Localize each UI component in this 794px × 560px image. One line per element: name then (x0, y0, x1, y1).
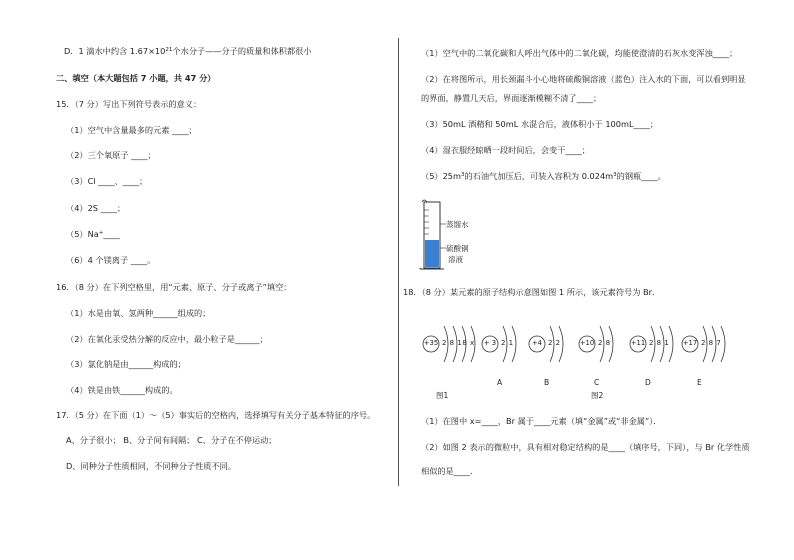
atom-letter: B (544, 378, 550, 387)
r-item-4: （4）湿衣服经晾晒一段时间后，会变干____； (421, 145, 590, 155)
r-item-5-a: （5）25m (421, 171, 461, 181)
r-item-5-sup2: 3 (613, 172, 617, 178)
q15-item-2: （2）三个氧原子 ____； (66, 150, 156, 160)
q18-part2: （2）如图 2 表示的微粒中，具有相对稳定结构的是____（填序号，下同），与 Br 化学性质 (421, 442, 750, 452)
nucleus-charge: +11 (630, 339, 646, 347)
label-cuso4-1: 硫酸铜 (446, 244, 469, 253)
q17-stem: 17．（5 分）在下面（1）～（5）事实后的空格内，选择填写有关分子基本特征的序号。 (56, 410, 376, 420)
q18-stem: 18．（8 分）某元素的原子结构示意图如图 1 所示，该元素符号为 Br． (403, 287, 661, 297)
nucleus-charge: + 3 (483, 339, 497, 347)
q16-item-2: （2）在氧化汞受热分解的反应中，最小粒子是______； (66, 334, 268, 344)
q18-part3: 相似的是____． (421, 466, 479, 476)
q15-item-4: （4）2S ____； (66, 203, 126, 213)
q16-stem: 16．（8 分）在下列空格里，用“元素、原子、分子或离子”填空： (56, 282, 292, 292)
label-cuso4-2: 溶液 (448, 255, 463, 264)
option-d-exponent: 21 (165, 47, 173, 53)
shell-electrons: 2 8 7 (701, 339, 722, 347)
q16-item-3: （3）氯化钠是由______构成的； (66, 359, 186, 369)
option-d-tail: 个水分子——分子的质量和体积都很小 (172, 46, 312, 56)
r-item-2a: （2）在将图所示，用长颈漏斗小心地将硫酸铜溶液（蓝色）注入水的下面，可以看到明显 (421, 74, 746, 84)
r-item-3: （3）50mL 酒精和 50mL 水混合后，液体积小于 100mL____； (421, 119, 659, 129)
column-divider (398, 38, 399, 486)
q15-item-5 (66, 229, 120, 240)
r-item-5-b: 的石油气加压后，可装入容积为 0.024m (464, 171, 614, 181)
atom-letter: D (645, 378, 651, 387)
atom-letter: E (697, 378, 702, 387)
q15-item-3: （3）Cl ____、____； (66, 176, 148, 186)
r-item-5-c: 的钢瓶____。 (616, 171, 666, 181)
atom-letter: A (497, 378, 503, 387)
label-water: 蒸馏水 (446, 220, 469, 229)
nucleus-charge: +17 (682, 339, 698, 347)
option-d (64, 46, 312, 57)
fig2-label: 图2 (591, 391, 604, 400)
r-item-2b: 的界面，静置几天后，界面逐渐模糊不清了____； (421, 93, 602, 103)
electron-shell-arc (721, 326, 725, 362)
q15-stem: 15．（7 分）写出下列符号表示的意义： (56, 99, 202, 109)
r-item-1: （1）空气中的二氧化碳和人呼出气体中的二氧化碳，均能使澄清的石灰水变浑浊____； (421, 48, 738, 58)
nucleus-charge: +35 (423, 339, 439, 347)
r-item-5 (421, 171, 666, 182)
q15-item-5-sup: + (98, 230, 104, 236)
q15-item-5-blank: ____ (103, 229, 120, 239)
atom-diagram (681, 318, 751, 387)
shell-electrons: 2 8 (598, 339, 611, 347)
q15-item-6: （6）4 个镁离子 ____。 (66, 255, 156, 265)
q15-item-5-text: （5）Na (66, 229, 99, 239)
shell-electrons: 2 2 (548, 339, 561, 347)
q17-options: A、分子很小； B、分子间有间隔； C、分子在不停运动； (66, 435, 277, 445)
q16-item-1: （1）水是由氧、氢两种______组成的； (66, 308, 211, 318)
nucleus-charge: +4 (531, 339, 543, 347)
r-item-5-sup1: 3 (460, 172, 465, 178)
electron-shell-arc (669, 326, 673, 362)
section-title: 二、填空（本大题包括 7 小题，共 47 分） (56, 73, 216, 83)
q16-item-4: （4）铁是由铁______构成的。 (66, 385, 178, 395)
shell-electrons: 2 8 18 x (442, 339, 475, 347)
option-d-text: D．1 滴水中约含 1.67×10 (64, 46, 166, 56)
nucleus-charge: +10 (579, 339, 595, 347)
atom-letter: C (594, 378, 600, 387)
q18-part1: （1）在图中 x=____，Br 属于____元素（填“金属”或“非金属”）． (421, 416, 662, 426)
q17-option-d: D、同种分子性质相同，不同种分子性质不同。 (66, 461, 237, 471)
graduated-cylinder-diagram (418, 196, 488, 272)
shell-electrons: 2 8 1 (649, 339, 670, 347)
shell-electrons: 2 1 (501, 339, 514, 347)
q15-item-1: （1）空气中含量最多的元素 ____； (66, 125, 197, 135)
fig1-label: 图1 (436, 391, 449, 400)
